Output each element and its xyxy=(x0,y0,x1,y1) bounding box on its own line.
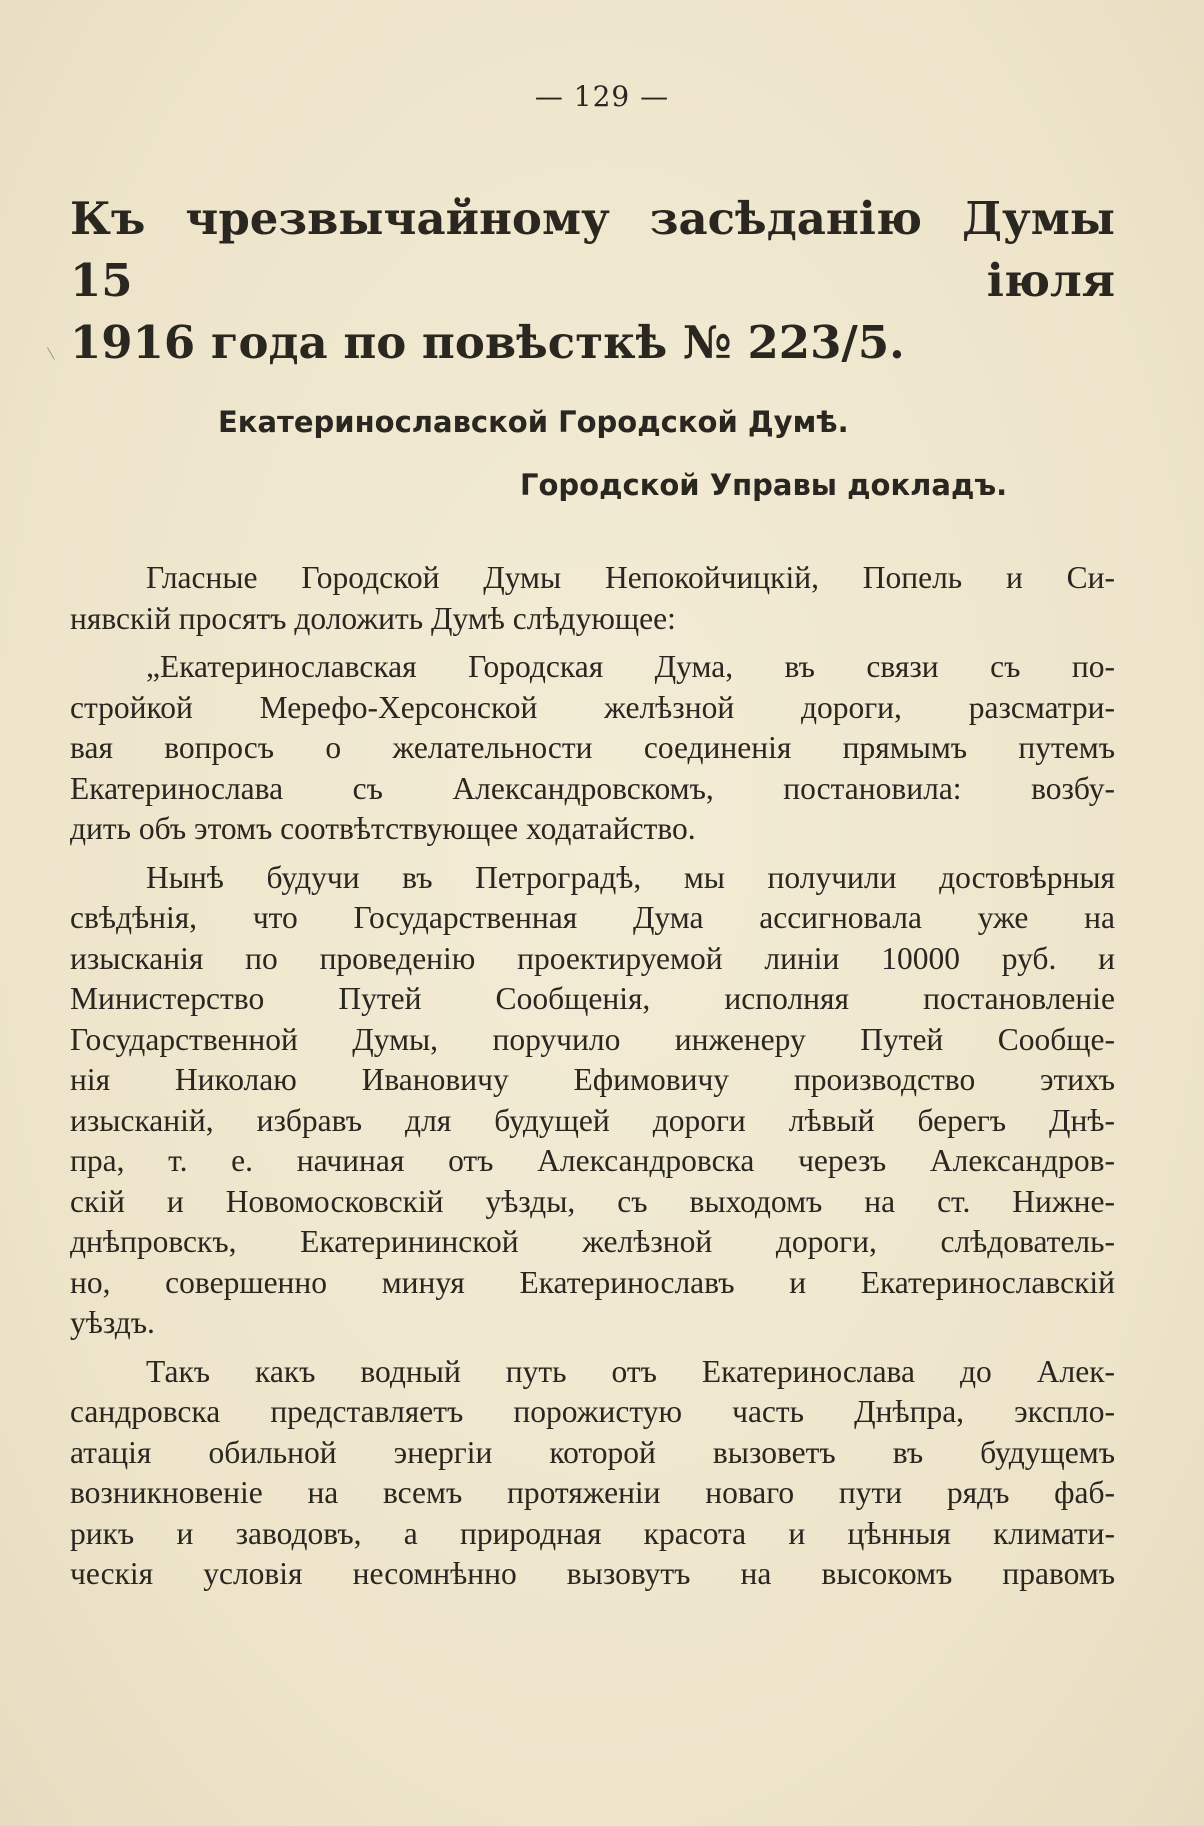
text-line: Такъ какъ водный путь отъ Екатеринослава до Алек- xyxy=(146,1353,1115,1389)
text-line: днѣпровскъ, Екатерининской желѣзной дороги, слѣдователь- xyxy=(70,1224,1115,1259)
text-line: возникновеніе на всемъ протяженіи новаго пути рядъ фаб- xyxy=(70,1475,1115,1510)
page-number: — 129 — xyxy=(534,80,670,113)
text-line: скій и Новомосковскій уѣзды, съ выходомъ на ст. Нижне- xyxy=(70,1183,1115,1219)
text-line: вая вопросъ о желательности соединенія прямымъ путемъ xyxy=(70,730,1115,765)
text-line: Нынѣ будучи въ Петроградѣ, мы получили достовѣрныя xyxy=(146,859,1115,895)
text-line: стройкой Мерефо-Херсонской желѣзной дороги, разсматри- xyxy=(70,689,1115,725)
paragraph xyxy=(70,558,1115,639)
text-line: Министерство Путей Сообщенія, исполняя постановленіе xyxy=(70,981,1115,1016)
title-line-2: 1916 года по повѣсткѣ № 223/5. xyxy=(70,316,905,369)
paragraph xyxy=(70,1352,1115,1595)
ink-mark xyxy=(47,344,60,360)
text-line: рикъ и заводовъ, а природная красота и цѣнныя климати- xyxy=(70,1515,1115,1551)
text-line: пра, т. е. начиная отъ Александровска черезъ Александров- xyxy=(70,1143,1115,1178)
text-line: но, совершенно минуя Екатеринославъ и Екатеринославскій xyxy=(70,1264,1115,1300)
text-line: сандровска представляетъ порожистую часть Днѣпра, экспло- xyxy=(70,1394,1115,1429)
text-line: изысканія по проведенію проектируемой линіи 10000 руб. и xyxy=(70,940,1115,976)
paragraph xyxy=(70,858,1115,1344)
text-line: свѣдѣнія, что Государственная Дума ассигновала уже на xyxy=(70,900,1115,935)
text-line: Екатеринослава съ Александровскомъ, постановила: возбу- xyxy=(70,770,1115,806)
text-line: „Екатеринославская Городская Дума, въ связи съ по- xyxy=(146,649,1115,684)
paragraph xyxy=(70,647,1115,850)
text-line: ческія условія несомнѣнно вызовутъ на высокомъ правомъ xyxy=(70,1556,1115,1591)
text-line: изысканій, избравъ для будущей дороги лѣвый берегъ Днѣ- xyxy=(70,1102,1115,1138)
text-line: дить объ этомъ соотвѣтствующее ходатайство. xyxy=(70,811,696,846)
text-line: уѣздъ. xyxy=(70,1305,155,1340)
report-heading: Городской Управы докладъ. xyxy=(520,468,1008,502)
text-line: Государственной Думы, поручило инженеру Путей Сообще- xyxy=(70,1021,1115,1057)
document-title xyxy=(70,188,1115,374)
text-line: атація обильной энергіи которой вызоветъ въ будущемъ xyxy=(70,1434,1115,1470)
addressee-heading: Екатеринославской Городской Думѣ. xyxy=(218,405,849,439)
title-line-1: Къ чрезвычайному засѣданію Думы 15 іюля xyxy=(70,192,1115,307)
text-line: Гласные Городской Думы Непокойчицкій, Попель и Си- xyxy=(146,560,1115,595)
text-line: нявскій просятъ доложить Думѣ слѣдующее: xyxy=(70,600,676,636)
text-line: нія Николаю Ивановичу Ефимовичу производство этихъ xyxy=(70,1062,1115,1097)
body-text xyxy=(70,558,1115,1603)
